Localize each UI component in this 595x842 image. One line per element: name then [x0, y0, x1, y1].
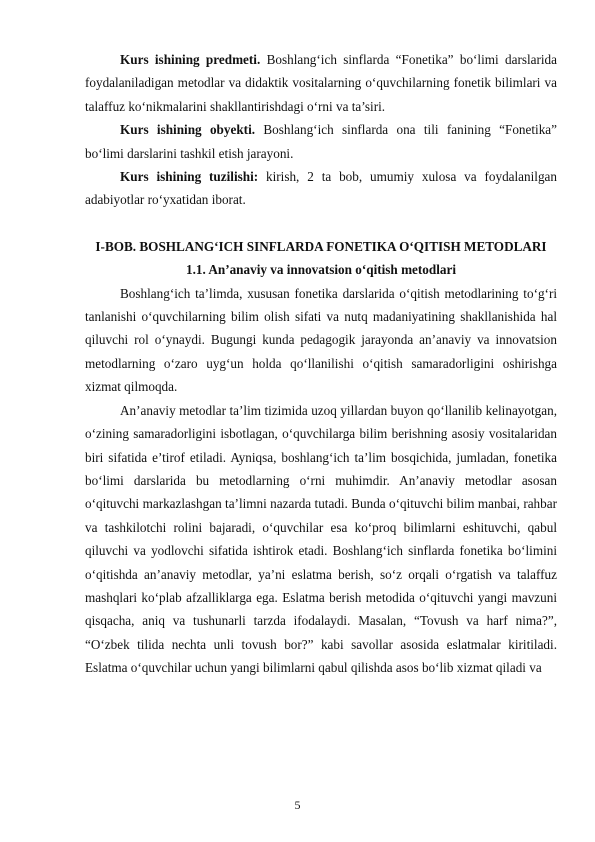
intro-paragraph-structure [85, 165, 557, 212]
paragraph-label: Kurs ishining predmeti. [120, 52, 261, 67]
body-paragraph: An’anaviy metodlar ta’lim tizimida uzoq yillardan buyon qo‘llanilib kelinayotgan, o‘zining samaradorligini isbotlagan, o‘quvchilarga bilim berishning asosiy vositalaridan biri sifatida e’tirof etiladi. Ayniqsa, boshlang‘ich ta’lim bosqichida, jumladan, fonetika bo‘limi darslarida bu metodlarning o‘rni muhimdir. An’anaviy metodlar asosan o‘qituvchi markazlashgan ta’limni nazarda tutadi. Bunda o‘qituvchi bilim manbai, rahbar va tashkilotchi rolini bajaradi, o‘quvchilar esa ko‘proq bilimlarni eshituvchi, qabul qiluvchi va yodlovchi sifatida ishtirok etadi. Boshlang‘ich sinflarda fonetika bo‘limini o‘qitishda an’anaviy metodlar, ya’ni eslatma berish, so‘z orqali o‘rgatish va talaffuz mashqlari ko‘plab afzalliklarga ega. Eslatma berish metodida o‘qituvchi yangi mavzuni qisqacha, aniq va tushunarli tarzda ifodalaydi. Masalan, “Tovush va harf nima?”, “O‘zbek tilida nechta unli tovush bor?” kabi savollar asosida eslatmalar kiritiladi. Eslatma o‘quvchilar uchun yangi bilimlarni qabul qilishda asos bo‘lib xizmat qiladi va [85, 402, 557, 676]
page-number: 5 [294, 798, 301, 812]
intro-paragraph-subject [85, 48, 557, 118]
chapter-title: I-BOB. BOSHLANG‘ICH SINFLARDA FONETIKA O‘QITISH METODLARI [95, 238, 547, 254]
paragraph-text: kirish, 2 ta bob, umumiy xulosa va foydalanilgan adabiyotlar ro‘yxatidan iborat. [85, 169, 557, 208]
document-page [85, 48, 557, 680]
body-paragraph: Boshlang‘ich ta’limda, xususan fonetika darslarida o‘qitish metodlarining to‘g‘ri tanlanishi o‘quvchilarning bilim olish sifati va nutq madaniyatining shakllanishida hal qiluvchi rol o‘ynaydi. Bugungi kunda pedagogik jarayonda an’anaviy va innovatsion metodlarning o‘zaro uyg‘un holda qo‘llanilishi o‘qitish samaradorligini oshirishga xizmat qilmoqda. [85, 285, 557, 395]
paragraph-text: Boshlang‘ich sinflarda “Fonetika” bo‘limi darslarida foydalaniladigan metodlar va didaktik vositalarning o‘quvchilarning fonetik bilimlari va talaffuz ko‘nikmalarini shakllantirishdagi o‘rni va ta’siri. [85, 52, 557, 114]
section-title: 1.1. An’anaviy va innovatsion o‘qitish metodlari [185, 262, 456, 278]
paragraph-label: Kurs ishining obyekti. [120, 122, 256, 138]
intro-paragraph-object [85, 118, 557, 165]
paragraph-text: Boshlang‘ich sinflarda ona tili fanining “Fonetika” bo‘limi darslarini tashkil etish jarayoni. [85, 122, 557, 161]
paragraph-label: Kurs ishining tuzilishi: [120, 169, 259, 185]
